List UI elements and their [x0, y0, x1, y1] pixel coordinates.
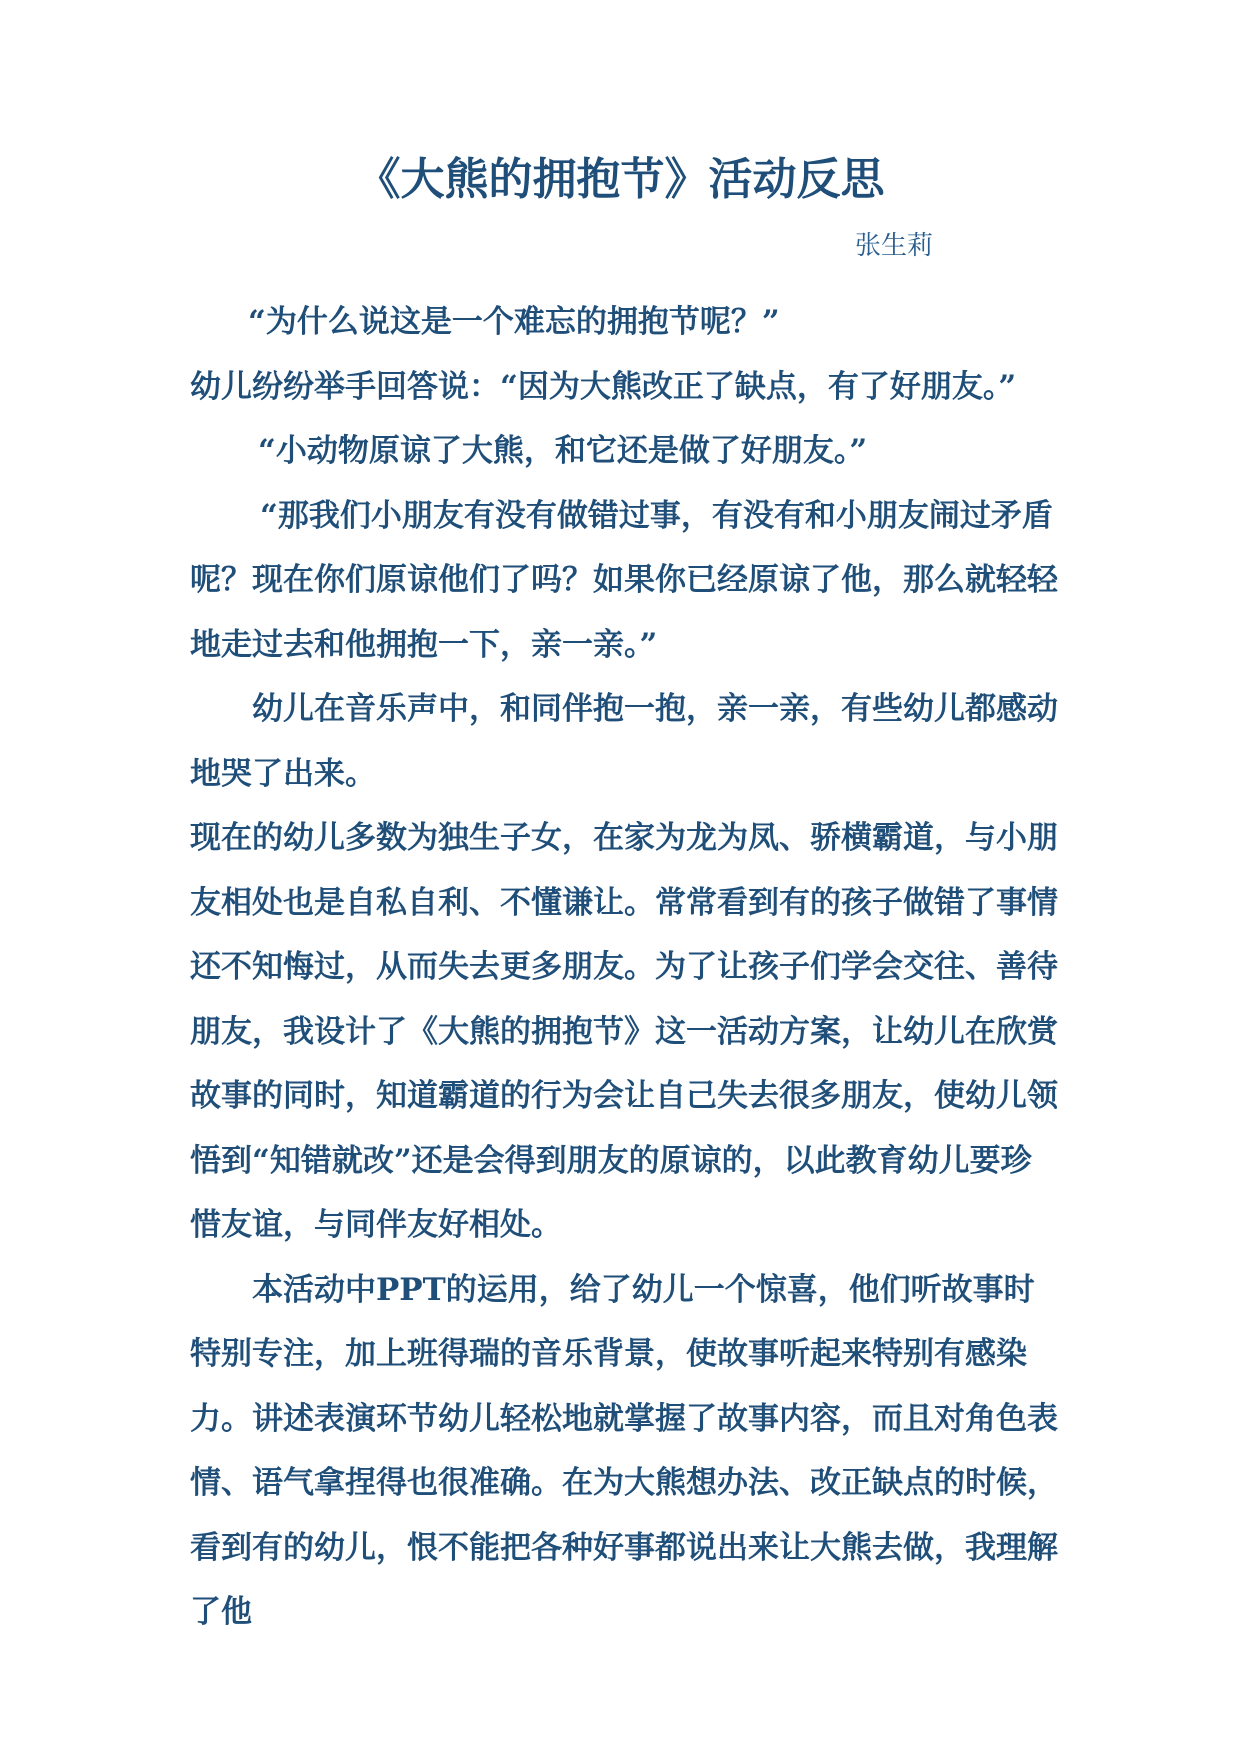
paragraph-5: 幼儿在音乐声中，和同伴抱一抱，亲一亲，有些幼儿都感动地哭了出来。 — [190, 691, 1058, 792]
paragraph-3: “小动物原谅了大熊，和它还是做了好朋友。” — [258, 433, 868, 469]
paragraph-6: 现在的幼儿多数为独生子女，在家为龙为凤、骄横霸道，与小朋友相处也是自私自利、不懂谦让。常常看到有的孩子做错了事情还不知悔过，从而失去更多朋友。为了让孩子们学会交往、善待朋友，我设计了《大熊的拥抱节》这一活动方案，让幼儿在欣赏故事的同时，知道霸道的行为会让自己失去很多朋友，使幼儿领悟到“知错就改”还是会得到朋友的原谅的，以此教育幼儿要珍惜友谊，与同伴友好相处。 — [190, 820, 1058, 1243]
document-title: 《大熊的拥抱节》活动反思 — [356, 154, 885, 205]
document-author: 张生莉 — [855, 231, 934, 261]
paragraph-1: “为什么说这是一个难忘的拥抱节呢？” — [248, 304, 780, 340]
paragraph-7: 本活动中PPT的运用，给了幼儿一个惊喜，他们听故事时特别专注，加上班得瑞的音乐背景，使故事听起来特别有感染力。讲述表演环节幼儿轻松地就掌握了故事内容，而且对角色表情、语气拿捏得也很准确。在为大熊想办法、改正缺点的时候，看到有的幼儿，恨不能把各种好事都说出来让大熊去做，我理解了他 — [190, 1271, 1058, 1630]
paragraph-4: “那我们小朋友有没有做错过事，有没有和小朋友闹过矛盾呢？现在你们原谅他们了吗？如果你已经原谅了他，那么就轻轻地走过去和他拥抱一下，亲一亲。” — [190, 497, 1058, 663]
document-body — [190, 290, 1060, 1645]
paragraph-2: 幼儿纷纷举手回答说：“因为大熊改正了缺点，有了好朋友。” — [190, 368, 1017, 405]
